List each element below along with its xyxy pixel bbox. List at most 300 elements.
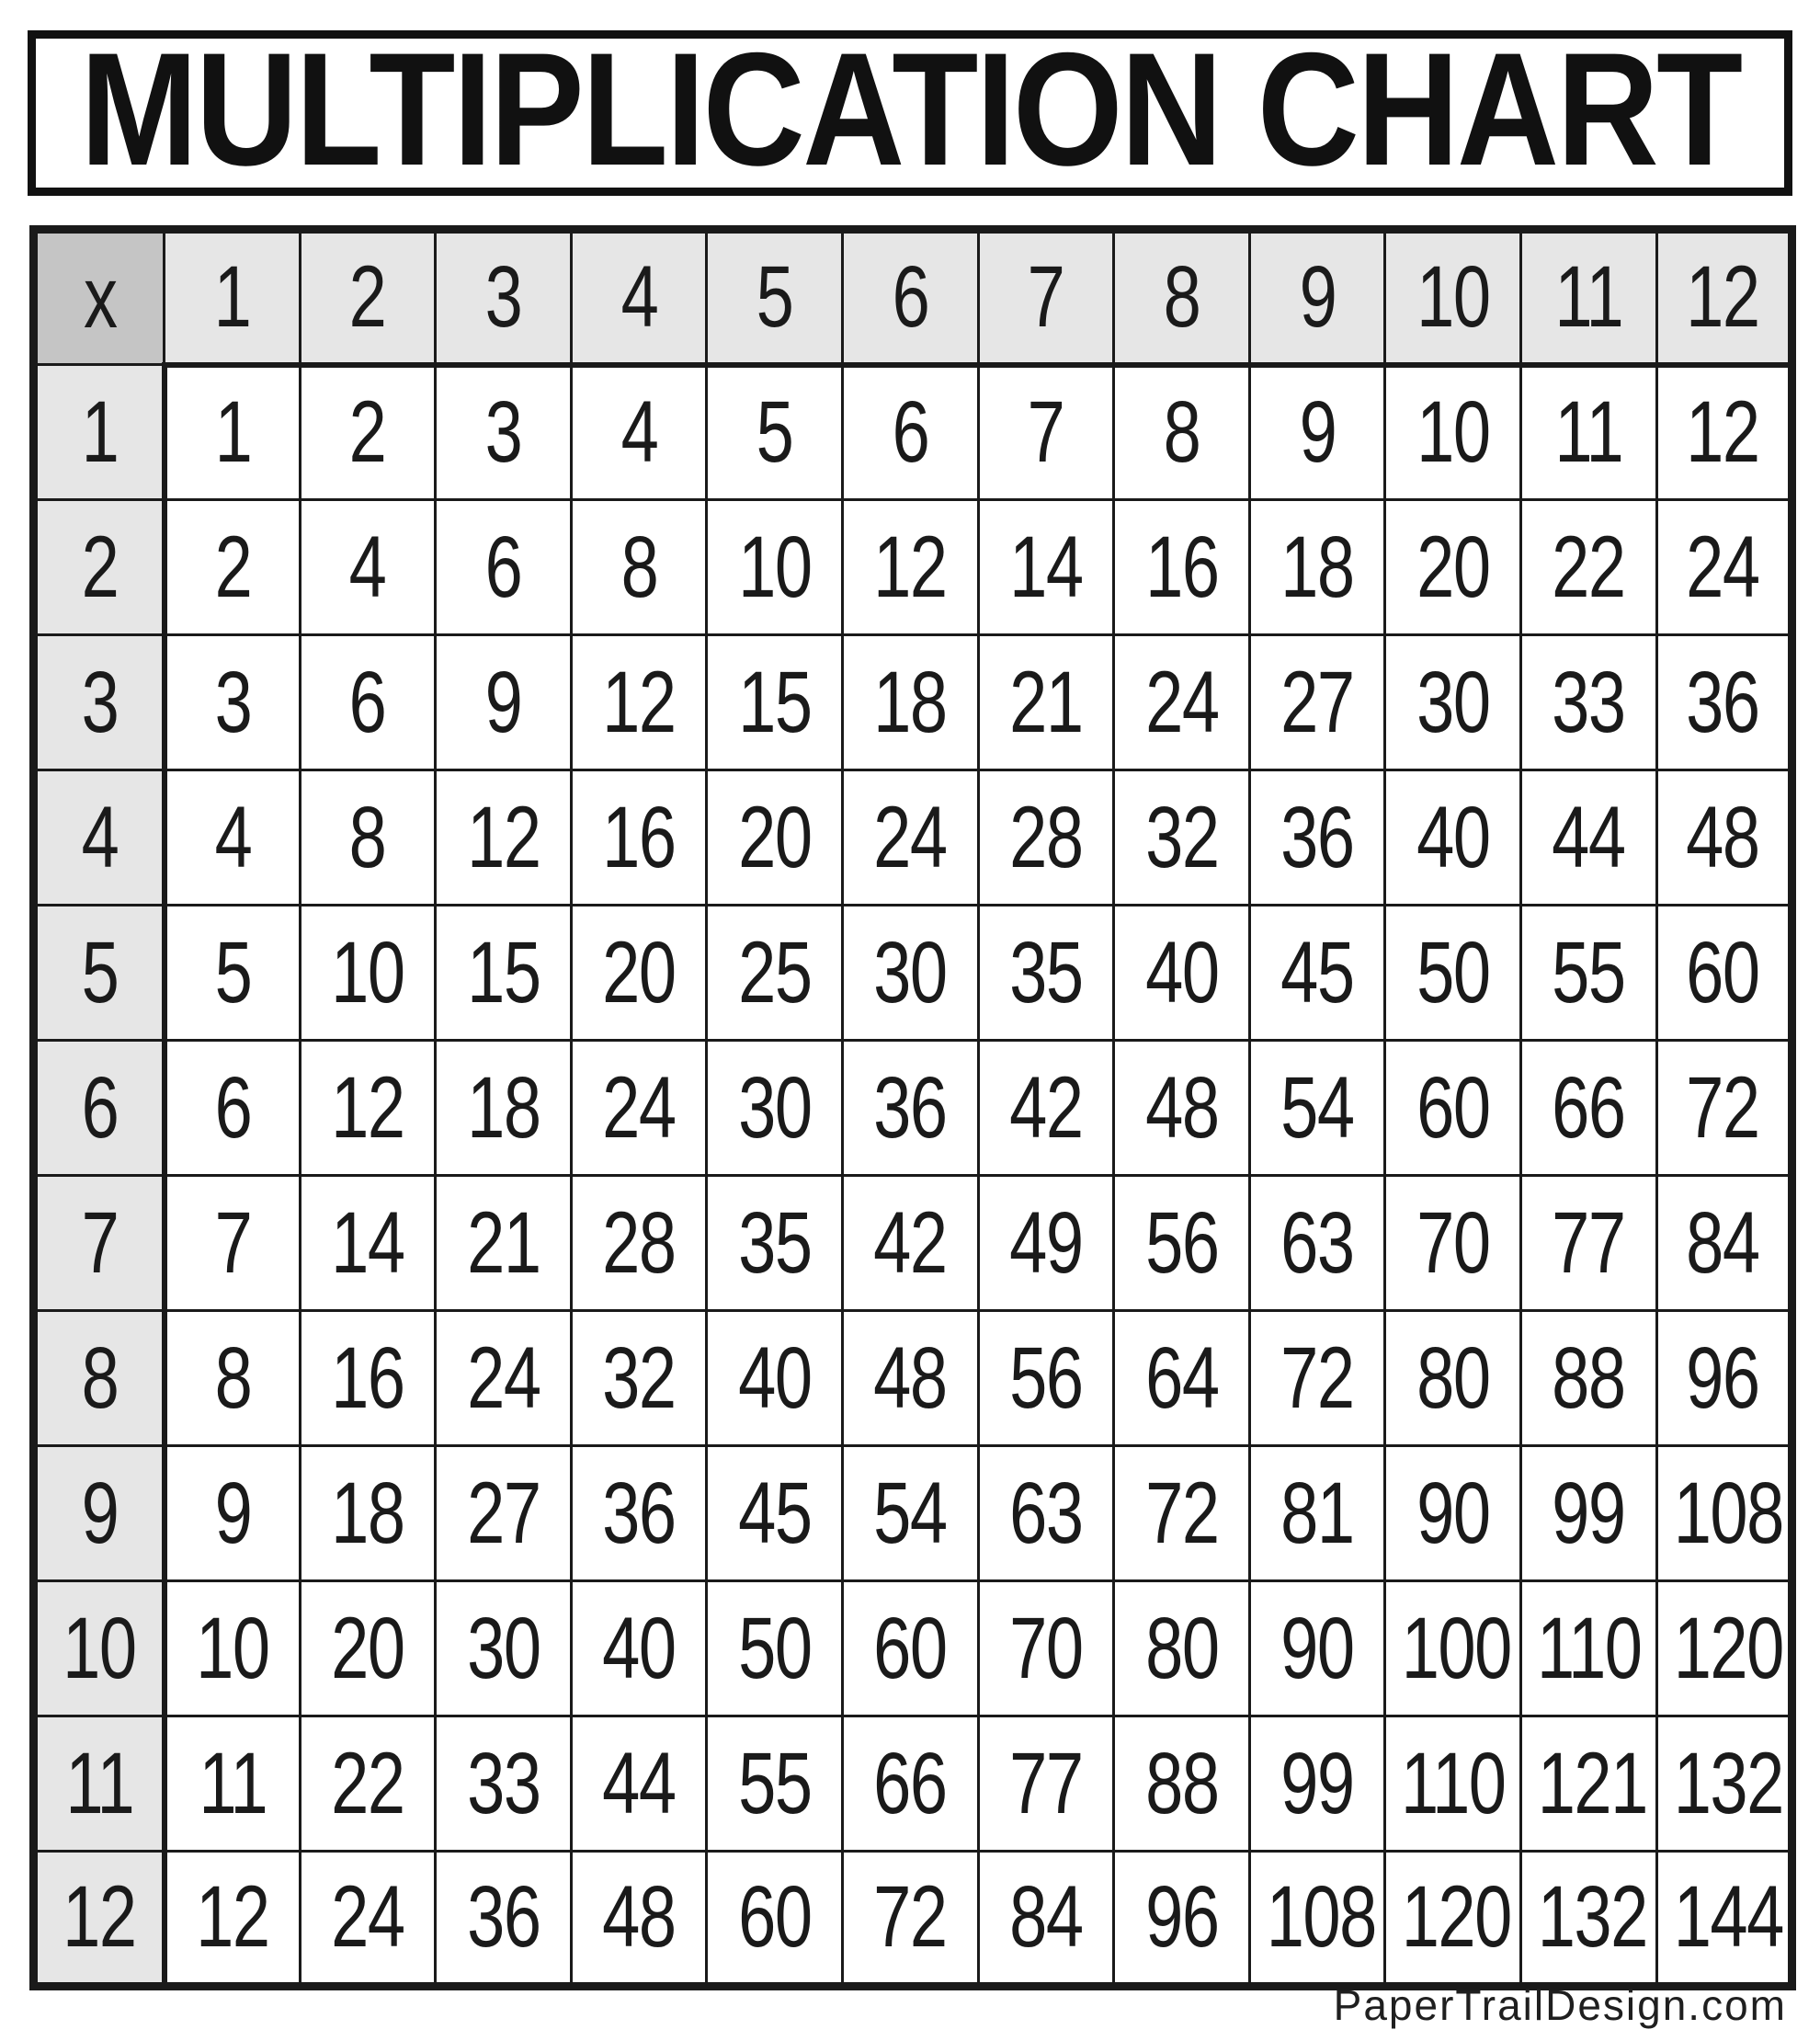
product-value: 22	[331, 1734, 404, 1832]
row-header	[34, 1852, 165, 1987]
product-cell	[1249, 1311, 1385, 1446]
column-header	[1385, 230, 1521, 365]
product-value: 28	[602, 1193, 676, 1292]
product-cell	[707, 1311, 843, 1446]
product-cell	[1385, 1446, 1521, 1581]
header-row	[34, 230, 1792, 365]
product-cell	[300, 906, 436, 1041]
row-header-label: 4	[81, 788, 119, 886]
product-cell	[1520, 770, 1656, 906]
product-value: 144	[1673, 1868, 1783, 1966]
product-value: 5	[756, 383, 793, 482]
product-cell	[842, 1852, 978, 1987]
product-value: 77	[1009, 1734, 1083, 1832]
product-value: 110	[1401, 1734, 1506, 1832]
product-value: 27	[466, 1464, 540, 1562]
row-header-label: 9	[81, 1464, 119, 1562]
product-cell	[707, 500, 843, 635]
product-value: 20	[602, 923, 676, 1021]
product-cell	[1249, 1176, 1385, 1311]
product-value: 30	[1416, 653, 1490, 751]
row-header	[34, 635, 165, 770]
product-cell	[300, 1716, 436, 1852]
product-value: 18	[466, 1058, 540, 1157]
product-cell	[300, 365, 436, 500]
product-value: 12	[1686, 383, 1759, 482]
product-cell	[707, 1581, 843, 1716]
product-value: 30	[873, 923, 947, 1021]
product-value: 48	[873, 1328, 947, 1427]
row-header-label: 12	[63, 1868, 136, 1966]
table-row	[34, 1852, 1792, 1987]
table-container	[29, 225, 1796, 1990]
product-value: 6	[349, 653, 386, 751]
product-cell	[436, 1446, 572, 1581]
column-header-label: 1	[213, 248, 251, 347]
product-value: 45	[738, 1464, 812, 1562]
product-value: 40	[602, 1599, 676, 1697]
product-cell	[978, 1852, 1114, 1987]
product-cell	[978, 1311, 1114, 1446]
product-cell	[300, 1041, 436, 1176]
column-header-label: 5	[756, 248, 793, 347]
product-value: 72	[1280, 1328, 1354, 1427]
product-cell	[707, 770, 843, 906]
row-header-label: 5	[81, 923, 119, 1021]
product-cell	[842, 770, 978, 906]
product-value: 56	[1009, 1328, 1083, 1427]
product-value: 27	[1280, 653, 1354, 751]
product-cell	[571, 1581, 707, 1716]
product-cell	[842, 500, 978, 635]
row-header-label: 10	[63, 1599, 136, 1697]
product-cell	[707, 1176, 843, 1311]
product-cell	[1656, 365, 1792, 500]
row-header-label: 2	[81, 518, 119, 616]
product-value: 96	[1686, 1328, 1759, 1427]
table-row	[34, 1716, 1792, 1852]
row-header-label: 1	[81, 382, 119, 481]
product-cell	[571, 635, 707, 770]
product-value: 3	[214, 653, 251, 751]
corner-label: x	[84, 249, 117, 347]
product-value: 54	[1280, 1058, 1354, 1157]
product-cell	[165, 1446, 301, 1581]
product-cell	[1385, 906, 1521, 1041]
product-value: 32	[602, 1328, 676, 1427]
column-header-label: 3	[484, 248, 522, 347]
product-cell	[436, 365, 572, 500]
product-value: 8	[349, 788, 386, 886]
row-header-label: 6	[81, 1058, 119, 1157]
column-header-label: 4	[620, 248, 657, 347]
product-cell	[1249, 1446, 1385, 1581]
product-value: 90	[1280, 1599, 1354, 1697]
product-cell	[1249, 1716, 1385, 1852]
product-value: 54	[873, 1464, 947, 1562]
product-value: 50	[738, 1599, 812, 1697]
product-cell	[300, 1581, 436, 1716]
product-value: 77	[1552, 1193, 1625, 1292]
product-value: 80	[1144, 1599, 1219, 1697]
product-cell	[436, 500, 572, 635]
product-value: 12	[602, 653, 676, 751]
product-cell	[571, 1176, 707, 1311]
product-value: 90	[1416, 1464, 1490, 1562]
product-cell	[165, 1176, 301, 1311]
product-cell	[1656, 1176, 1792, 1311]
product-cell	[707, 1041, 843, 1176]
table-row	[34, 635, 1792, 770]
product-cell	[978, 1446, 1114, 1581]
product-cell	[842, 1311, 978, 1446]
row-header-label: 11	[65, 1734, 134, 1832]
product-value: 72	[873, 1868, 947, 1966]
product-value: 63	[1009, 1464, 1083, 1562]
product-value: 2	[214, 518, 251, 616]
product-cell	[1249, 1581, 1385, 1716]
product-value: 50	[1416, 923, 1490, 1021]
row-header	[34, 770, 165, 906]
row-header	[34, 1581, 165, 1716]
product-value: 20	[738, 788, 812, 886]
product-value: 84	[1686, 1193, 1759, 1292]
product-value: 7	[1028, 383, 1064, 482]
column-header	[165, 230, 301, 365]
product-cell	[1656, 1446, 1792, 1581]
product-value: 55	[1552, 923, 1625, 1021]
product-cell	[436, 1041, 572, 1176]
product-cell	[978, 1716, 1114, 1852]
product-cell	[165, 1852, 301, 1987]
product-value: 36	[873, 1058, 947, 1157]
product-cell	[1114, 1716, 1250, 1852]
product-value: 10	[196, 1599, 269, 1697]
row-header	[34, 365, 165, 500]
product-cell	[1520, 1852, 1656, 1987]
column-header	[842, 230, 978, 365]
column-header	[300, 230, 436, 365]
product-cell	[436, 770, 572, 906]
product-cell	[1656, 906, 1792, 1041]
product-value: 45	[1280, 923, 1354, 1021]
column-header-label: 8	[1163, 248, 1200, 347]
product-value: 6	[892, 383, 929, 482]
product-cell	[1114, 365, 1250, 500]
product-value: 20	[1416, 518, 1490, 616]
product-value: 33	[1552, 653, 1625, 751]
product-cell	[707, 1446, 843, 1581]
product-value: 99	[1552, 1464, 1625, 1562]
product-cell	[571, 365, 707, 500]
product-cell	[978, 1176, 1114, 1311]
product-cell	[1520, 1446, 1656, 1581]
product-value: 108	[1266, 1868, 1376, 1966]
product-cell	[1385, 500, 1521, 635]
product-value: 6	[484, 518, 522, 616]
product-value: 81	[1280, 1464, 1354, 1562]
product-cell	[165, 365, 301, 500]
product-value: 48	[1144, 1058, 1219, 1157]
product-value: 15	[466, 923, 540, 1021]
product-cell	[571, 1041, 707, 1176]
product-cell	[300, 635, 436, 770]
product-cell	[707, 635, 843, 770]
product-cell	[1520, 1041, 1656, 1176]
product-value: 15	[738, 653, 812, 751]
product-cell	[436, 1852, 572, 1987]
product-value: 44	[1552, 788, 1625, 886]
product-cell	[1656, 1581, 1792, 1716]
product-cell	[1385, 1041, 1521, 1176]
product-value: 3	[484, 383, 522, 482]
product-cell	[1114, 500, 1250, 635]
product-cell	[571, 770, 707, 906]
product-cell	[1520, 906, 1656, 1041]
row-header	[34, 1041, 165, 1176]
product-cell	[707, 906, 843, 1041]
product-value: 66	[873, 1734, 947, 1832]
product-value: 6	[214, 1058, 251, 1157]
table-row	[34, 500, 1792, 635]
product-value: 24	[1144, 653, 1219, 751]
product-value: 70	[1416, 1193, 1490, 1292]
column-header-label: 2	[349, 248, 386, 347]
product-cell	[571, 500, 707, 635]
product-value: 35	[738, 1193, 812, 1292]
column-header	[707, 230, 843, 365]
product-cell	[436, 1176, 572, 1311]
product-cell	[842, 635, 978, 770]
product-cell	[1114, 1311, 1250, 1446]
product-value: 56	[1144, 1193, 1219, 1292]
product-value: 16	[602, 788, 676, 886]
column-header	[1656, 230, 1792, 365]
product-value: 24	[466, 1328, 540, 1427]
column-header	[1114, 230, 1250, 365]
product-cell	[978, 365, 1114, 500]
product-value: 7	[214, 1193, 251, 1292]
product-cell	[1385, 635, 1521, 770]
product-value: 14	[331, 1193, 404, 1292]
product-value: 36	[1280, 788, 1354, 886]
product-cell	[1249, 365, 1385, 500]
product-cell	[1114, 906, 1250, 1041]
product-value: 28	[1009, 788, 1083, 886]
product-cell	[436, 1311, 572, 1446]
product-value: 11	[1554, 383, 1623, 482]
column-header-label: 9	[1299, 248, 1336, 347]
product-cell	[842, 1716, 978, 1852]
product-cell	[1249, 1041, 1385, 1176]
product-value: 108	[1673, 1464, 1783, 1562]
product-cell	[1385, 1716, 1521, 1852]
product-cell	[1114, 770, 1250, 906]
product-cell	[707, 1716, 843, 1852]
product-cell	[1114, 1446, 1250, 1581]
product-value: 72	[1144, 1464, 1219, 1562]
product-cell	[1520, 365, 1656, 500]
product-cell	[165, 770, 301, 906]
product-value: 40	[1416, 788, 1490, 886]
table-row	[34, 770, 1792, 906]
product-cell	[978, 635, 1114, 770]
row-header	[34, 1176, 165, 1311]
column-header-label: 7	[1028, 248, 1064, 347]
product-value: 32	[1144, 788, 1219, 886]
product-cell	[1385, 1852, 1521, 1987]
product-value: 88	[1144, 1734, 1219, 1832]
column-header	[1520, 230, 1656, 365]
product-value: 12	[466, 788, 540, 886]
table-row	[34, 906, 1792, 1041]
product-value: 40	[1144, 923, 1219, 1021]
product-value: 36	[602, 1464, 676, 1562]
product-cell	[1520, 635, 1656, 770]
product-cell	[571, 1311, 707, 1446]
product-cell	[1385, 365, 1521, 500]
product-value: 48	[1686, 788, 1759, 886]
product-value: 96	[1144, 1868, 1219, 1966]
product-cell	[707, 365, 843, 500]
product-cell	[1520, 500, 1656, 635]
table-corner-cell	[34, 230, 165, 365]
product-value: 42	[1009, 1058, 1083, 1157]
product-cell	[300, 500, 436, 635]
product-value: 4	[349, 518, 386, 616]
multiplication-table	[29, 225, 1796, 1990]
product-cell	[571, 1446, 707, 1581]
product-value: 49	[1009, 1193, 1083, 1292]
product-value: 8	[620, 518, 657, 616]
product-cell	[165, 1311, 301, 1446]
product-cell	[300, 1446, 436, 1581]
product-cell	[1249, 770, 1385, 906]
product-value: 4	[214, 788, 251, 886]
product-value: 9	[214, 1464, 251, 1562]
product-cell	[1249, 635, 1385, 770]
product-cell	[571, 1716, 707, 1852]
product-value: 16	[1144, 518, 1219, 616]
product-cell	[300, 1176, 436, 1311]
title-box	[28, 19, 1792, 200]
product-value: 21	[1009, 653, 1083, 751]
product-cell	[165, 1041, 301, 1176]
column-header	[978, 230, 1114, 365]
product-value: 64	[1144, 1328, 1219, 1427]
product-cell	[1656, 500, 1792, 635]
product-cell	[1114, 1176, 1250, 1311]
product-value: 20	[331, 1599, 404, 1697]
product-value: 121	[1537, 1734, 1647, 1832]
product-cell	[842, 1176, 978, 1311]
product-value: 30	[466, 1599, 540, 1697]
product-value: 70	[1009, 1599, 1083, 1697]
product-value: 10	[331, 923, 404, 1021]
table-row	[34, 365, 1792, 500]
row-header	[34, 1446, 165, 1581]
product-cell	[1656, 635, 1792, 770]
product-cell	[978, 906, 1114, 1041]
product-cell	[436, 1716, 572, 1852]
product-value: 2	[349, 383, 386, 482]
product-value: 22	[1552, 518, 1625, 616]
product-cell	[436, 906, 572, 1041]
product-value: 63	[1280, 1193, 1354, 1292]
product-value: 24	[873, 788, 947, 886]
product-cell	[571, 1852, 707, 1987]
product-value: 35	[1009, 923, 1083, 1021]
product-value: 18	[1280, 518, 1354, 616]
product-cell	[165, 1716, 301, 1852]
product-value: 9	[1299, 383, 1336, 482]
product-value: 132	[1673, 1734, 1783, 1832]
product-value: 60	[738, 1868, 812, 1966]
product-value: 99	[1280, 1734, 1354, 1832]
column-header	[1249, 230, 1385, 365]
product-value: 66	[1552, 1058, 1625, 1157]
product-value: 10	[738, 518, 812, 616]
product-cell	[842, 365, 978, 500]
product-cell	[1385, 1581, 1521, 1716]
page-title: MULTIPLICATION CHART	[79, 19, 1741, 200]
table-row	[34, 1581, 1792, 1716]
product-value: 30	[738, 1058, 812, 1157]
product-cell	[165, 500, 301, 635]
product-cell	[978, 770, 1114, 906]
product-value: 8	[1163, 383, 1200, 482]
product-value: 60	[1416, 1058, 1490, 1157]
product-cell	[300, 770, 436, 906]
product-cell	[1385, 1311, 1521, 1446]
product-value: 21	[466, 1193, 540, 1292]
product-value: 120	[1402, 1868, 1512, 1966]
product-cell	[842, 1041, 978, 1176]
product-value: 88	[1552, 1328, 1625, 1427]
product-cell	[1520, 1311, 1656, 1446]
product-value: 5	[214, 923, 251, 1021]
product-cell	[1656, 1041, 1792, 1176]
product-value: 120	[1673, 1599, 1783, 1697]
product-value: 36	[1686, 653, 1759, 751]
product-value: 16	[331, 1328, 404, 1427]
product-cell	[165, 1581, 301, 1716]
product-value: 18	[873, 653, 947, 751]
product-cell	[1114, 1041, 1250, 1176]
row-header	[34, 1716, 165, 1852]
product-cell	[300, 1852, 436, 1987]
product-cell	[436, 1581, 572, 1716]
product-cell	[1114, 1581, 1250, 1716]
product-cell	[978, 500, 1114, 635]
product-cell	[1385, 770, 1521, 906]
column-header-label: 10	[1416, 248, 1490, 347]
product-value: 11	[199, 1734, 267, 1832]
product-value: 132	[1537, 1868, 1647, 1966]
product-value: 55	[738, 1734, 812, 1832]
product-cell	[1249, 1852, 1385, 1987]
product-value: 10	[1416, 383, 1490, 482]
row-header-label: 8	[81, 1328, 119, 1427]
column-header-label: 12	[1686, 248, 1759, 347]
product-cell	[978, 1041, 1114, 1176]
product-value: 24	[331, 1868, 404, 1966]
table-body	[34, 365, 1792, 1987]
product-cell	[1656, 1716, 1792, 1852]
product-value: 12	[873, 518, 947, 616]
product-cell	[842, 1446, 978, 1581]
product-value: 9	[484, 653, 522, 751]
